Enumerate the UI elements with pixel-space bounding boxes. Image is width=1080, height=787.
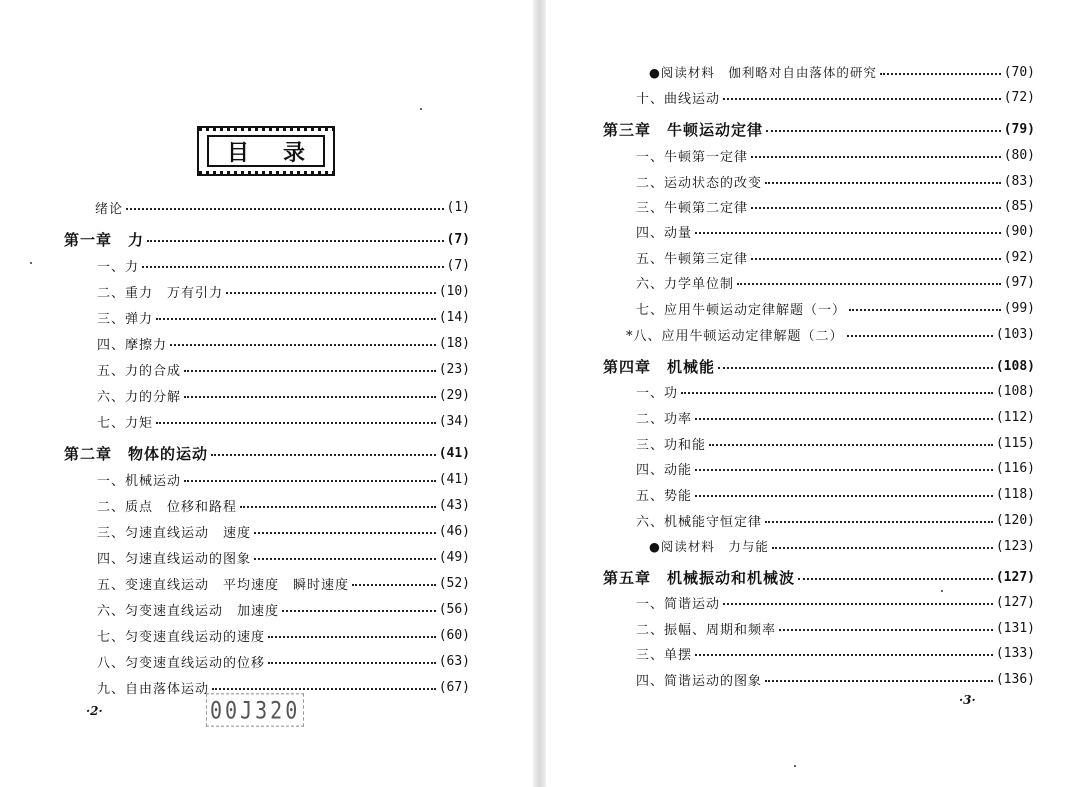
dot-leader	[798, 578, 993, 580]
toc-entry-label: 五、力的合成	[97, 363, 182, 379]
toc-entry-page: (115)	[995, 435, 1035, 451]
toc-entry[interactable]	[97, 468, 470, 490]
page-number-left: ·2·	[86, 704, 103, 718]
toc-entry-page: (1)	[446, 199, 470, 215]
toc-entry-label: 二、质点 位移和路程	[97, 499, 238, 515]
toc-entry[interactable]	[636, 297, 1035, 319]
dot-leader	[170, 344, 436, 346]
toc-entry-page: (103)	[995, 326, 1035, 342]
toc-entry-page: (49)	[438, 549, 470, 565]
scan-speck	[420, 108, 422, 110]
toc-entry[interactable]	[97, 280, 470, 302]
toc-reading[interactable]	[649, 61, 1035, 83]
dot-leader	[254, 558, 436, 560]
toc-entry[interactable]	[97, 410, 470, 432]
toc-entry[interactable]	[636, 144, 1035, 166]
toc-entry-page: (70)	[1003, 64, 1035, 80]
toc-entry[interactable]	[97, 650, 470, 672]
toc-entry-page: (10)	[438, 283, 470, 299]
toc-entry[interactable]	[636, 591, 1035, 613]
toc-entry[interactable]	[636, 642, 1035, 664]
toc-entry-label: 二、重力 万有引力	[97, 285, 224, 301]
toc-entry-label: ●阅读材料 伽利略对自由落体的研究	[649, 65, 877, 80]
toc-entry-page: (127)	[995, 594, 1035, 610]
toc-entry[interactable]	[636, 170, 1035, 192]
toc-chapter-label: 第一章 力	[64, 230, 145, 249]
toc-title-frame	[197, 126, 335, 176]
dot-leader	[751, 156, 1001, 158]
toc-entry-page: (80)	[1003, 147, 1035, 163]
toc-entry-page: (46)	[438, 523, 470, 539]
toc-entry[interactable]	[97, 306, 470, 328]
toc-entry-label: 四、简谐运动的图象	[636, 673, 763, 689]
dot-leader	[751, 207, 1001, 209]
dot-leader	[126, 208, 444, 210]
toc-entry-label: 五、变速直线运动 平均速度 瞬时速度	[97, 577, 350, 593]
dot-leader	[847, 335, 993, 337]
toc-entry-page: (108)	[995, 358, 1035, 374]
dot-leader	[772, 547, 993, 549]
toc-entry-page: (108)	[995, 383, 1035, 399]
toc-entry[interactable]	[97, 494, 470, 516]
toc-entry-page: (60)	[438, 627, 470, 643]
toc-entry-label: 十、曲线运动	[636, 91, 721, 107]
toc-entry-label: 一、力	[97, 259, 140, 275]
dot-leader	[723, 98, 1001, 100]
toc-entry[interactable]	[97, 358, 470, 380]
toc-entry-page: (97)	[1003, 274, 1035, 290]
toc-entry-label: 绪论	[95, 201, 124, 217]
toc-entry-page: (14)	[438, 309, 470, 325]
toc-entry-page: (116)	[995, 460, 1035, 476]
toc-entry[interactable]	[636, 380, 1035, 402]
dot-leader	[184, 480, 436, 482]
dot-leader	[709, 444, 993, 446]
toc-entry-label: 二、振幅、周期和频率	[636, 622, 777, 638]
toc-entry[interactable]	[97, 384, 470, 406]
toc-chapter-4[interactable]	[603, 355, 1035, 377]
toc-entry-page: (112)	[995, 409, 1035, 425]
toc-entry-label: 八、匀变速直线运动的位移	[97, 655, 266, 671]
dot-leader	[184, 396, 436, 398]
toc-entry-label: 九、自由落体运动	[97, 681, 210, 697]
toc-chapter-label: 第五章 机械振动和机械波	[603, 568, 796, 587]
toc-entry-label: 三、匀速直线运动 速度	[97, 525, 252, 541]
toc-chapter-1[interactable]	[64, 228, 470, 250]
toc-entry-page: (136)	[995, 671, 1035, 687]
toc-entry-page: (72)	[1003, 89, 1035, 105]
dot-leader	[695, 469, 993, 471]
dot-leader	[779, 629, 993, 631]
toc-entry-label: 四、匀速直线运动的图象	[97, 551, 252, 567]
dot-leader	[212, 688, 436, 690]
toc-entry[interactable]	[636, 86, 1035, 108]
toc-entry[interactable]	[636, 432, 1035, 454]
dot-leader	[156, 422, 436, 424]
toc-entry-label: 四、动能	[636, 462, 693, 478]
toc-entry-label: 七、力矩	[97, 415, 154, 431]
toc-entry[interactable]	[97, 254, 470, 276]
toc-entry[interactable]	[97, 598, 470, 620]
toc-entry[interactable]	[636, 195, 1035, 217]
toc-entry[interactable]	[636, 668, 1035, 690]
scan-speck	[794, 765, 796, 767]
toc-entry[interactable]	[636, 271, 1035, 293]
toc-title-char-1: 目	[226, 139, 249, 166]
dot-leader	[765, 521, 993, 523]
toc-entry-label: 一、牛顿第一定律	[636, 149, 749, 165]
toc-entry-label: *八、应用牛顿运动定律解题（二）	[626, 328, 844, 344]
dot-leader	[765, 680, 993, 682]
toc-entry-label: 三、功和能	[636, 437, 707, 453]
dot-leader	[184, 370, 436, 372]
toc-entry-page: (92)	[1003, 249, 1035, 265]
toc-entry-page: (52)	[438, 575, 470, 591]
toc-entry-page: (41)	[438, 471, 470, 487]
right-page	[546, 0, 1080, 787]
toc-entry-label: 六、力的分解	[97, 389, 182, 405]
dot-leader	[695, 418, 993, 420]
toc-entry-label: 七、匀变速直线运动的速度	[97, 629, 266, 645]
dot-leader	[254, 532, 436, 534]
dot-leader	[681, 392, 993, 394]
toc-entry[interactable]	[636, 509, 1035, 531]
toc-entry-page: (29)	[438, 387, 470, 403]
toc-entry-page: (63)	[438, 653, 470, 669]
toc-entry-label: 六、匀变速直线运动 加速度	[97, 603, 280, 619]
dot-leader	[737, 283, 1001, 285]
toc-entry-page: (131)	[995, 620, 1035, 636]
toc-entry-page: (23)	[438, 361, 470, 377]
toc-title-char-2: 录	[283, 139, 306, 166]
dot-leader	[765, 182, 1001, 184]
toc-entry-page: (18)	[438, 335, 470, 351]
toc-chapter-label: 第二章 物体的运动	[64, 444, 209, 463]
toc-entry[interactable]	[636, 457, 1035, 479]
toc-entry-page: (79)	[1003, 121, 1035, 137]
toc-entry-page: (7)	[446, 257, 470, 273]
dot-leader	[352, 584, 436, 586]
toc-entry-label: 六、力学单位制	[636, 276, 735, 292]
toc-entry-label: 五、势能	[636, 488, 693, 504]
dot-leader	[718, 367, 993, 369]
dot-leader	[211, 454, 436, 456]
toc-entry[interactable]	[636, 617, 1035, 639]
toc-chapter-label: 第三章 牛顿运动定律	[603, 120, 764, 139]
toc-entry-label: 四、摩擦力	[97, 337, 168, 353]
dot-leader	[695, 232, 1001, 234]
toc-entry-page: (41)	[438, 445, 470, 461]
scan-speck	[30, 262, 32, 264]
toc-entry-label: 二、运动状态的改变	[636, 175, 763, 191]
dot-leader	[282, 610, 436, 612]
toc-entry-label: 三、牛顿第二定律	[636, 200, 749, 216]
toc-entry-label: 六、机械能守恒定律	[636, 514, 763, 530]
library-stamp: 00J320	[210, 695, 301, 725]
dot-leader	[147, 240, 444, 242]
toc-entry-page: (120)	[995, 512, 1035, 528]
toc-reading[interactable]	[649, 535, 1035, 557]
dot-leader	[268, 662, 436, 664]
toc-entry[interactable]	[97, 624, 470, 646]
dot-leader	[156, 318, 436, 320]
book-gutter	[533, 0, 546, 787]
dot-leader	[142, 266, 444, 268]
toc-entry-page: (83)	[1003, 173, 1035, 189]
toc-entry-page: (7)	[446, 231, 470, 247]
dot-leader	[849, 309, 1001, 311]
dot-leader	[695, 654, 993, 656]
toc-entry-page: (67)	[438, 679, 470, 695]
toc-entry-label: 五、牛顿第三定律	[636, 251, 749, 267]
toc-entry-page: (99)	[1003, 300, 1035, 316]
toc-entry[interactable]	[97, 572, 470, 594]
toc-entry-page: (43)	[438, 497, 470, 513]
toc-entry[interactable]	[97, 332, 470, 354]
toc-entry[interactable]	[636, 483, 1035, 505]
toc-entry-page: (118)	[995, 486, 1035, 502]
toc-entry[interactable]	[636, 246, 1035, 268]
toc-entry-page: (90)	[1003, 223, 1035, 239]
toc-entry-label: 七、应用牛顿运动定律解题（一）	[636, 302, 847, 318]
dot-leader	[880, 73, 1001, 75]
toc-chapter-2[interactable]	[64, 442, 470, 464]
toc-entry-label: 二、功率	[636, 411, 693, 427]
scan-speck	[941, 590, 943, 592]
toc-entry[interactable]	[97, 520, 470, 542]
toc-entry-page: (56)	[438, 601, 470, 617]
dot-leader	[695, 495, 993, 497]
dot-leader	[268, 636, 436, 638]
toc-title	[207, 135, 325, 167]
toc-entry-label: 三、弹力	[97, 311, 154, 327]
dot-leader	[723, 603, 993, 605]
toc-entry-label: 一、简谐运动	[636, 596, 721, 612]
toc-entry-label: 一、功	[636, 385, 679, 401]
toc-chapter-3[interactable]	[603, 118, 1035, 140]
toc-entry-optional[interactable]	[626, 323, 1035, 345]
dot-leader	[240, 506, 436, 508]
toc-entry-label: 四、动量	[636, 225, 693, 241]
dot-leader	[751, 258, 1001, 260]
toc-entry-label: ●阅读材料 力与能	[649, 539, 769, 554]
toc-entry-page: (127)	[995, 569, 1035, 585]
toc-entry[interactable]	[636, 406, 1035, 428]
dot-leader	[766, 130, 1001, 132]
toc-entry[interactable]	[636, 220, 1035, 242]
toc-chapter-5[interactable]	[603, 566, 1035, 588]
left-page	[0, 0, 533, 787]
page-number-right: ·3·	[959, 693, 976, 707]
toc-chapter-label: 第四章 机械能	[603, 357, 716, 376]
toc-entry-page: (133)	[995, 645, 1035, 661]
dot-leader	[226, 292, 436, 294]
toc-entry[interactable]	[97, 546, 470, 568]
toc-entry-page: (85)	[1003, 198, 1035, 214]
toc-entry-intro[interactable]	[95, 196, 470, 218]
toc-entry-label: 一、机械运动	[97, 473, 182, 489]
toc-entry-label: 三、单摆	[636, 647, 693, 663]
toc-entry-page: (34)	[438, 413, 470, 429]
toc-entry-page: (123)	[995, 538, 1035, 554]
